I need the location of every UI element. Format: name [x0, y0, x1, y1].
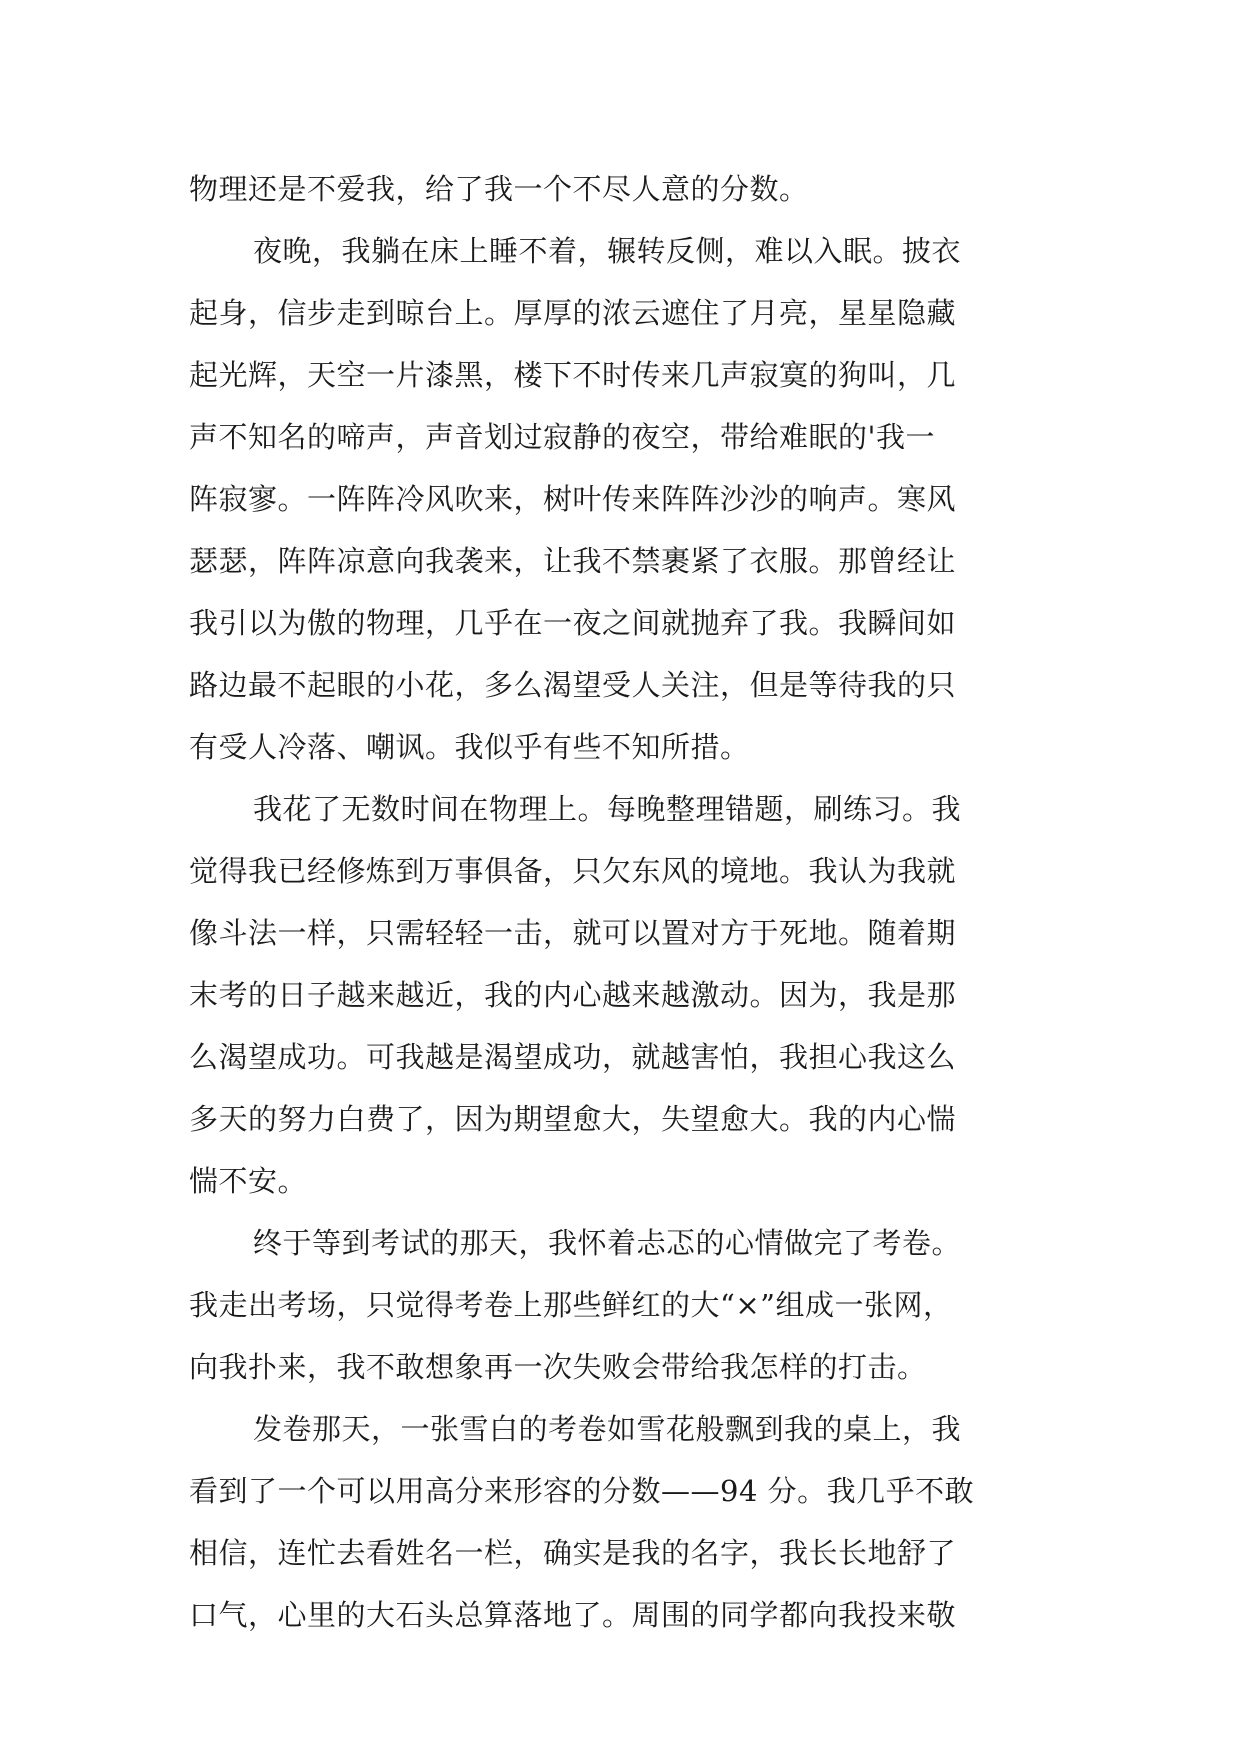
- text-line: 末考的日子越来越近，我的内心越来越激动。因为，我是那: [189, 978, 957, 1012]
- text-line: 口气，心里的大石头总算落地了。周围的同学都向我投来敬: [189, 1598, 957, 1632]
- text-line: 路边最不起眼的小花，多么渴望受人关注，但是等待我的只: [189, 668, 957, 702]
- text-line: 我走出考场，只觉得考卷上那些鲜红的大“×”组成一张网，: [189, 1288, 953, 1322]
- text-line: 多天的努力白费了，因为期望愈大，失望愈大。我的内心惴: [189, 1102, 957, 1136]
- text-line: 看到了一个可以用高分来形容的分数——94 分。我几乎不敢: [189, 1474, 975, 1508]
- text-line: 有受人冷落、嘲讽。我似乎有些不知所措。: [189, 730, 750, 764]
- text-line: 阵寂寥。一阵阵冷风吹来，树叶传来阵阵沙沙的响声。寒风: [189, 482, 957, 516]
- text-line: 我引以为傲的物理，几乎在一夜之间就抛弃了我。我瞬间如: [189, 606, 957, 640]
- text-line: 我花了无数时间在物理上。每晚整理错题，刷练习。我: [253, 792, 962, 826]
- text-line: 声不知名的啼声，声音划过寂静的夜空，带给难眠的'我一: [189, 420, 935, 454]
- text-line: 觉得我已经修炼到万事俱备，只欠东风的境地。我认为我就: [189, 854, 957, 888]
- document-body: [189, 158, 1049, 1646]
- text-line: 发卷那天，一张雪白的考卷如雪花般飘到我的桌上，我: [253, 1412, 962, 1446]
- text-line: 起身，信步走到晾台上。厚厚的浓云遮住了月亮，星星隐藏: [189, 296, 957, 330]
- text-line: 夜晚，我躺在床上睡不着，辗转反侧，难以入眠。披衣: [253, 234, 962, 268]
- text-line: 瑟瑟，阵阵凉意向我袭来，让我不禁裹紧了衣服。那曾经让: [189, 544, 957, 578]
- text-line: 像斗法一样，只需轻轻一击，就可以置对方于死地。随着期: [189, 916, 957, 950]
- text-line: 终于等到考试的那天，我怀着忐忑的心情做完了考卷。: [253, 1226, 962, 1260]
- text-line: 么渴望成功。可我越是渴望成功，就越害怕，我担心我这么: [189, 1040, 957, 1074]
- text-line: 向我扑来，我不敢想象再一次失败会带给我怎样的打击。: [189, 1350, 927, 1384]
- text-line: 惴不安。: [189, 1164, 308, 1198]
- text-line: 相信，连忙去看姓名一栏，确实是我的名字，我长长地舒了: [189, 1536, 957, 1570]
- text-line: 起光辉，天空一片漆黑，楼下不时传来几声寂寞的狗叫，几: [189, 358, 957, 392]
- text-line: 物理还是不爱我，给了我一个不尽人意的分数。: [189, 172, 809, 206]
